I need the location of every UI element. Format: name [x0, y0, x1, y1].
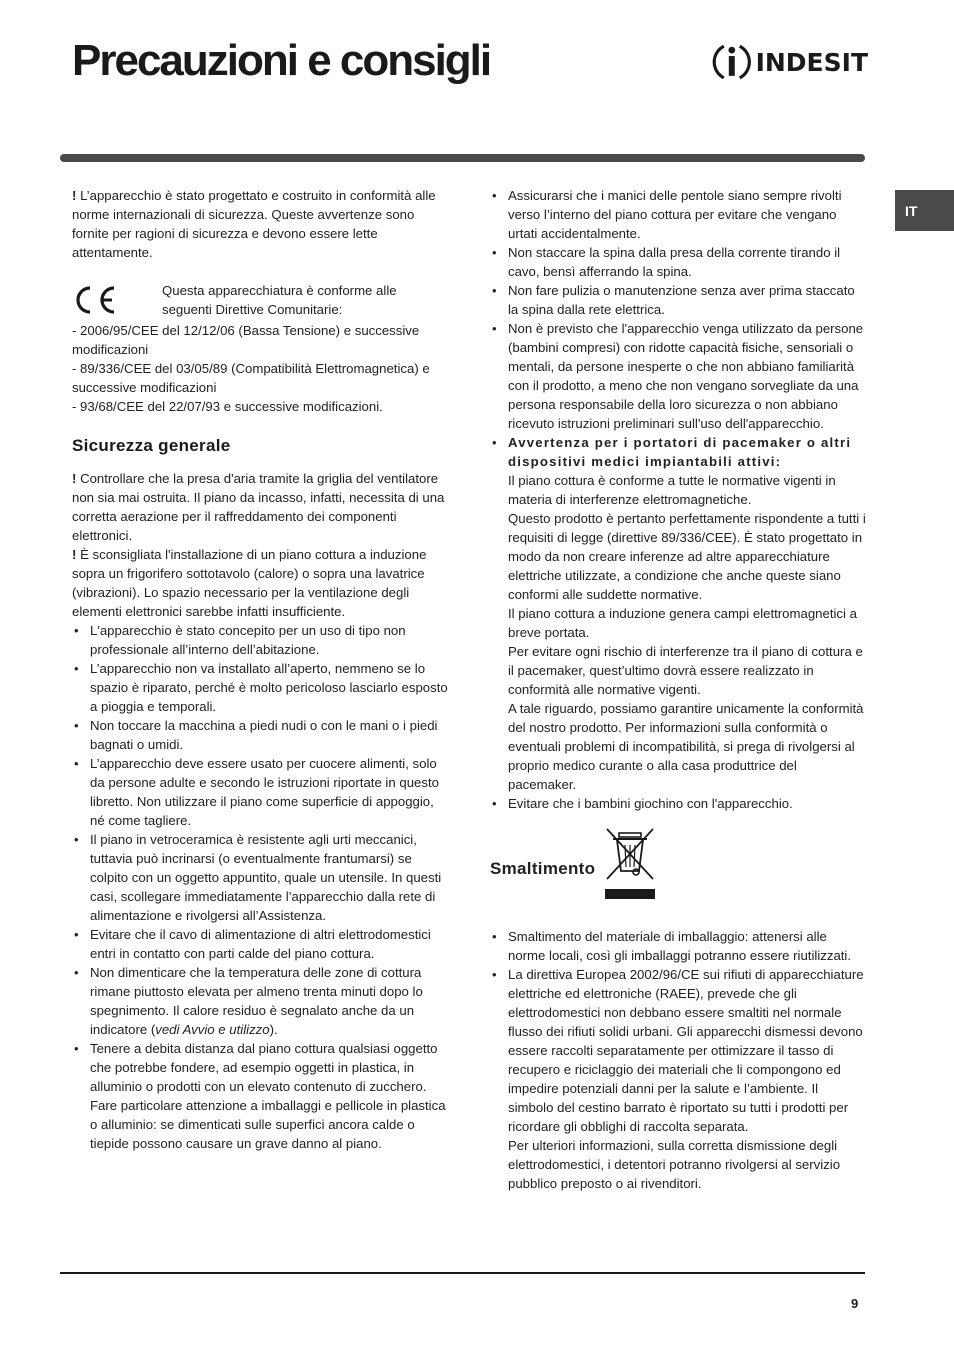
- safety-list-continued: [490, 186, 866, 813]
- safety-list: [72, 621, 448, 1153]
- list-item: • Smaltimento del materiale di imballaggio: attenersi alle norme locali, così gli imballaggi potranno essere riutilizzati.: [490, 927, 866, 965]
- ce-declaration: [72, 281, 448, 321]
- pacemaker-paragraph: A tale riguardo, possiamo garantire unicamente la conformità del nostro prodotto. Per informazioni sulla conformità o eventuali problemi di incompatibilità, si prega di rivolgersi al proprio medico curante o alla casa produttrice del pacemaker.: [508, 701, 864, 792]
- warning-mark: !: [72, 188, 77, 203]
- title-rule: [60, 154, 865, 162]
- intro-paragraph: [72, 186, 448, 262]
- ce-mark-icon: [72, 285, 118, 315]
- list-item: • Non toccare la macchina a piedi nudi o con le mani o i piedi bagnati o umidi.: [72, 716, 448, 754]
- warning-mark: !: [72, 547, 77, 562]
- directive-line: - 93/68/CEE del 22/07/93 e successive modificazioni.: [72, 399, 383, 414]
- list-item: • Non staccare la spina dalla presa della corrente tirando il cavo, bensì afferrando la spina.: [490, 243, 866, 281]
- brand-logo: [712, 40, 868, 84]
- list-item: • Tenere a debita distanza dal piano cottura qualsiasi oggetto che potrebbe fondere, ad esempio oggetti in plastica, in alluminio o prodotti con un elevato contenuto di zucchero. Fare particolare attenzione a imballaggi e pellicole in plastica o alluminio: se dimenticati sulle superfici ancora calde o tiepide possono causare un grave danno al piano.: [72, 1039, 448, 1153]
- list-item: • L'apparecchio è stato concepito per un uso di tipo non professionale all’interno dell’abitazione.: [72, 621, 448, 659]
- warning-ventilation: ! Controllare che la presa d'aria tramite la griglia del ventilatore non sia mai ostruita. Il piano da incasso, infatti, necessita di una corretta aerazione per il raffreddamento dei componenti elettronici.: [72, 471, 445, 543]
- pacemaker-paragraph: Questo prodotto è pertanto perfettamente rispondente a tutti i requisiti di legge (direttive 89/336/CEE). È stato progettato in modo da non creare inferenze ad altre apparecchiature elettriche utilizzate, a condizione che anche queste siano conformi alle suddette normative.: [508, 511, 866, 602]
- pacemaker-paragraph: Il piano cottura a induzione genera campi elettromagnetici a breve portata.: [508, 606, 857, 640]
- crossed-bin-icon: [603, 827, 657, 901]
- list-item: • Evitare che i bambini giochino con l'apparecchio.: [490, 794, 866, 813]
- cross-reference: vedi Avvio e utilizzo: [155, 1022, 270, 1037]
- list-item: • Non dimenticare che la temperatura delle zone di cottura rimane piuttosto elevata per almeno trenta minuti dopo lo spegnimento. Il calore residuo è segnalato anche da un indicatore (vedi Avvio e utilizzo).: [72, 963, 448, 1039]
- pacemaker-paragraph: Il piano cottura è conforme a tutte le normative vigenti in materia di interferenze elettromagnetiche.: [508, 473, 836, 507]
- left-column: [72, 186, 448, 1153]
- pacemaker-warning-title: • Avvertenza per i portatori di pacemaker o altri dispositivi medici impiantabili attivi:: [508, 435, 852, 469]
- list-item: • Non fare pulizia o manutenzione senza aver prima staccato la spina dalla rete elettrica.: [490, 281, 866, 319]
- list-item-pacemaker: [490, 433, 866, 794]
- list-item: • L’apparecchio non va installato all’aperto, nemmeno se lo spazio è riparato, perché è molto pericoloso lasciarlo esposto a pioggia e temporali.: [72, 659, 448, 716]
- smaltimento-header: [490, 827, 866, 901]
- list-item: • Evitare che il cavo di alimentazione di altri elettrodomestici entri in contatto con parti calde del piano cottura.: [72, 925, 448, 963]
- footer-rule: [60, 1272, 865, 1274]
- indesit-logo-icon: [712, 40, 752, 84]
- warning-mark: !: [72, 471, 77, 486]
- directive-line: - 89/336/CEE del 03/05/89 (Compatibilità Elettromagnetica) e successive modificazioni: [72, 361, 430, 395]
- ce-text: Questa apparecchiatura è conforme alle seguenti Direttive Comunitarie:: [162, 283, 397, 317]
- section-heading-smaltimento: Smaltimento: [490, 859, 596, 878]
- language-label: IT: [905, 202, 918, 219]
- language-tab: [895, 190, 954, 231]
- warning-installation: ! È sconsigliata l'installazione di un piano cottura a induzione sopra un frigorifero sottotavolo (calore) o sopra una lavatrice (vibrazioni). Lo spazio necessario per la ventilazione degli elementi elettronici sarebbe infatti insufficiente.: [72, 547, 427, 619]
- intro-text: L’apparecchio è stato progettato e costruito in conformità alle norme internazionali di sicurezza. Queste avvertenze sono fornite per ragioni di sicurezza e devono essere lette attentamente.: [72, 188, 436, 260]
- page-title: Precauzioni e consigli: [72, 36, 491, 85]
- brand-name: INDESIT: [755, 47, 868, 77]
- section-heading-sicurezza: Sicurezza generale: [72, 436, 231, 455]
- list-item: • La direttiva Europea 2002/96/CE sui rifiuti di apparecchiature elettriche ed elettroniche (RAEE), prevede che gli elettrodomestici non debbano essere smaltiti nel normale flusso dei rifiuti solidi urbani. Gli apparecchi dismessi devono essere raccolti separatamente per ottimizzare il tasso di recupero e riciclaggio dei materiali che li compongono ed impedire potenziali danni per la salute e l’ambiente. Il simbolo del cestino barrato è riportato su tutti i prodotti per ricordare gli obblighi di raccolta separata. Per ulteriori informazioni, sulla corretta dismissione degli elettrodomestici, i detentori potranno rivolgersi al servizio pubblico preposto o ai rivenditori.: [490, 965, 866, 1193]
- right-column: [490, 186, 866, 1193]
- list-item: • Non è previsto che l'apparecchio venga utilizzato da persone (bambini compresi) con ridotte capacità fisiche, sensoriali o mentali, da persone inesperte o che non abbiano familiarità con il prodotto, a meno che non vengano sorvegliate da una persona responsabile della loro sicurezza o non abbiano ricevuto istruzioni preliminari sull'uso dell'apparecchio.: [490, 319, 866, 433]
- pacemaker-paragraph: Per evitare ogni rischio di interferenze tra il piano di cottura e il pacemaker, quest’ultimo dovrà essere realizzato in conformità alle normative vigenti.: [508, 644, 863, 697]
- page-number: 9: [851, 1296, 859, 1311]
- list-item: • L’apparecchio deve essere usato per cuocere alimenti, solo da persone adulte e secondo le istruzioni riportate in questo libretto. Non utilizzare il piano come superficie di appoggio, né come tagliere.: [72, 754, 448, 830]
- list-item: • Assicurarsi che i manici delle pentole siano sempre rivolti verso l’interno del piano cottura per evitare che vengano urtati accidentalmente.: [490, 186, 866, 243]
- disposal-list: [490, 927, 866, 1193]
- directive-line: - 2006/95/CEE del 12/12/06 (Bassa Tensione) e successive modificazioni: [72, 323, 420, 357]
- list-item: • Il piano in vetroceramica è resistente agli urti meccanici, tuttavia può incrinarsi (o eventualmente frantumarsi) se colpito con un oggetto appuntito, quale un utensile. In questi casi, scollegare immediatamente l’apparecchio dalla rete di alimentazione e rivolgersi all’Assistenza.: [72, 830, 448, 925]
